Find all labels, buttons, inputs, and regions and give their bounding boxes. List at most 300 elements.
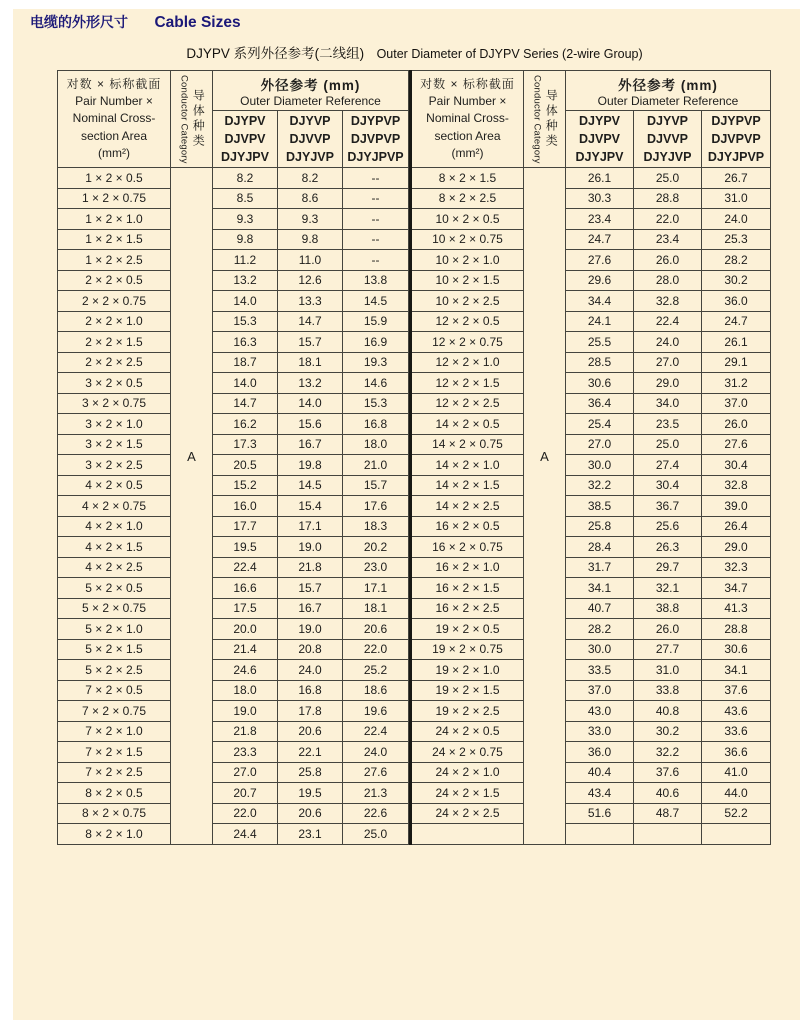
diameter-value-cell: 25.8 bbox=[278, 762, 343, 783]
diameter-value-cell: 18.3 bbox=[343, 516, 409, 537]
table-row bbox=[58, 434, 409, 455]
pair-size-cell: 1 × 2 × 2.5 bbox=[58, 250, 171, 271]
diameter-value-cell: 28.0 bbox=[634, 270, 702, 291]
diameter-value-cell: 21.4 bbox=[213, 639, 278, 660]
table-row bbox=[58, 311, 409, 332]
table-row bbox=[58, 270, 409, 291]
diameter-value-cell: 16.7 bbox=[278, 598, 343, 619]
diameter-value-cell: 30.2 bbox=[634, 721, 702, 742]
diameter-value-cell: 31.0 bbox=[634, 660, 702, 681]
diameter-value-cell: 32.8 bbox=[702, 475, 771, 496]
conductor-category-value: A bbox=[187, 448, 196, 464]
diameter-value-cell: 15.4 bbox=[278, 496, 343, 517]
diameter-value-cell: -- bbox=[343, 229, 409, 250]
diameter-value-cell: 17.7 bbox=[213, 516, 278, 537]
table-row bbox=[58, 721, 409, 742]
diameter-value-cell: 29.6 bbox=[566, 270, 634, 291]
diameter-value-cell: 14.0 bbox=[278, 393, 343, 414]
diameter-value-cell: 36.0 bbox=[702, 291, 771, 312]
pair-size-cell: 12 × 2 × 0.5 bbox=[411, 311, 524, 332]
outer-diameter-header: 外径参考 (mm) Outer Diameter Reference bbox=[213, 71, 409, 111]
table-row bbox=[411, 803, 771, 824]
pair-size-cell: 7 × 2 × 2.5 bbox=[58, 762, 171, 783]
diameter-value-cell: 44.0 bbox=[702, 783, 771, 804]
pair-size-cell: 24 × 2 × 1.0 bbox=[411, 762, 524, 783]
diameter-value-cell: 15.9 bbox=[343, 311, 409, 332]
table-row bbox=[411, 619, 771, 640]
table-row bbox=[411, 701, 771, 722]
diameter-value-cell: 26.3 bbox=[634, 537, 702, 558]
diameter-value-cell: 19.3 bbox=[343, 352, 409, 373]
diameter-value-cell: 36.7 bbox=[634, 496, 702, 517]
cable-table-left bbox=[57, 70, 409, 845]
pair-size-cell: 12 × 2 × 2.5 bbox=[411, 393, 524, 414]
diameter-value-cell: 24.6 bbox=[213, 660, 278, 681]
diameter-value-cell: 20.6 bbox=[278, 803, 343, 824]
table-row bbox=[58, 701, 409, 722]
diameter-value-cell: 33.6 bbox=[702, 721, 771, 742]
diameter-value-cell: 41.3 bbox=[702, 598, 771, 619]
pair-size-cell: 2 × 2 × 2.5 bbox=[58, 352, 171, 373]
model-column-header-djypvp: DJYPVP DJVPVP DJYJPVP bbox=[343, 111, 409, 168]
table-row bbox=[58, 742, 409, 763]
pair-size-cell: 14 × 2 × 1.5 bbox=[411, 475, 524, 496]
pair-size-cell: 12 × 2 × 1.5 bbox=[411, 373, 524, 394]
diameter-value-cell: 17.8 bbox=[278, 701, 343, 722]
diameter-value-cell: 30.0 bbox=[566, 455, 634, 476]
diameter-value-cell: 15.3 bbox=[213, 311, 278, 332]
diameter-value-cell: 11.2 bbox=[213, 250, 278, 271]
diameter-value-cell: 30.3 bbox=[566, 188, 634, 209]
pair-size-cell: 8 × 2 × 1.0 bbox=[58, 824, 171, 845]
diameter-value-cell: 22.4 bbox=[343, 721, 409, 742]
diameter-value-cell: 15.2 bbox=[213, 475, 278, 496]
diameter-value-cell: 34.4 bbox=[566, 291, 634, 312]
diameter-value-cell: 38.8 bbox=[634, 598, 702, 619]
pair-size-cell: 2 × 2 × 1.5 bbox=[58, 332, 171, 353]
diameter-value-cell: 24.0 bbox=[634, 332, 702, 353]
conductor-category-label-zh: 导体种类 bbox=[544, 89, 559, 149]
diameter-value-cell: 22.6 bbox=[343, 803, 409, 824]
diameter-value-cell: 30.2 bbox=[702, 270, 771, 291]
diameter-value-cell: 24.0 bbox=[343, 742, 409, 763]
pair-size-cell: 24 × 2 × 1.5 bbox=[411, 783, 524, 804]
diameter-value-cell: 9.3 bbox=[213, 209, 278, 230]
table-row bbox=[58, 352, 409, 373]
diameter-value-cell: 28.2 bbox=[566, 619, 634, 640]
diameter-value-cell: 34.1 bbox=[702, 660, 771, 681]
table-row bbox=[58, 229, 409, 250]
conductor-category-value: A bbox=[540, 448, 549, 464]
diameter-value-cell: 27.0 bbox=[213, 762, 278, 783]
table-row bbox=[58, 803, 409, 824]
pair-size-cell: 14 × 2 × 0.75 bbox=[411, 434, 524, 455]
diameter-value-cell: 24.7 bbox=[702, 311, 771, 332]
diameter-value-cell: 26.1 bbox=[702, 332, 771, 353]
diameter-value-cell: 18.1 bbox=[343, 598, 409, 619]
table-row bbox=[58, 557, 409, 578]
diameter-value-cell: 15.7 bbox=[278, 332, 343, 353]
pair-size-cell: 16 × 2 × 1.5 bbox=[411, 578, 524, 599]
diameter-value-cell: 16.6 bbox=[213, 578, 278, 599]
diameter-value-cell: 25.8 bbox=[566, 516, 634, 537]
diameter-value-cell: 33.8 bbox=[634, 680, 702, 701]
diameter-value-cell: 27.7 bbox=[634, 639, 702, 660]
table-row bbox=[58, 209, 409, 230]
diameter-value-cell: 23.5 bbox=[634, 414, 702, 435]
table-row bbox=[411, 270, 771, 291]
table-row bbox=[411, 598, 771, 619]
diameter-value-cell: 25.0 bbox=[634, 434, 702, 455]
diameter-value-cell: -- bbox=[343, 209, 409, 230]
pair-size-cell: 4 × 2 × 2.5 bbox=[58, 557, 171, 578]
table-row bbox=[411, 496, 771, 517]
catalog-page bbox=[13, 9, 800, 1020]
pair-size-cell: 5 × 2 × 0.75 bbox=[58, 598, 171, 619]
diameter-value-cell: 20.8 bbox=[278, 639, 343, 660]
diameter-value-cell: 51.6 bbox=[566, 803, 634, 824]
table-row bbox=[411, 578, 771, 599]
diameter-value-cell: 14.7 bbox=[278, 311, 343, 332]
table-row bbox=[58, 680, 409, 701]
diameter-value-cell: 29.7 bbox=[634, 557, 702, 578]
diameter-value-cell: 24.1 bbox=[566, 311, 634, 332]
table-row bbox=[411, 721, 771, 742]
diameter-value-cell: 22.0 bbox=[213, 803, 278, 824]
diameter-value-cell: 25.5 bbox=[566, 332, 634, 353]
table-row bbox=[411, 557, 771, 578]
pair-size-cell: 19 × 2 × 2.5 bbox=[411, 701, 524, 722]
diameter-value-cell: 15.7 bbox=[343, 475, 409, 496]
diameter-value-cell: 14.5 bbox=[343, 291, 409, 312]
diameter-value-cell: 9.3 bbox=[278, 209, 343, 230]
pair-size-cell: 10 × 2 × 0.5 bbox=[411, 209, 524, 230]
table-title-zh: DJYPV 系列外径参考(二线组) bbox=[186, 46, 365, 61]
diameter-value-cell: 16.8 bbox=[343, 414, 409, 435]
pair-size-cell: 4 × 2 × 1.0 bbox=[58, 516, 171, 537]
pair-size-cell: 24 × 2 × 2.5 bbox=[411, 803, 524, 824]
page-header bbox=[30, 12, 800, 32]
diameter-value-cell: 30.0 bbox=[566, 639, 634, 660]
diameter-value-cell: 17.1 bbox=[278, 516, 343, 537]
conductor-category-header bbox=[171, 71, 213, 168]
diameter-value-cell: 15.6 bbox=[278, 414, 343, 435]
diameter-value-cell: 9.8 bbox=[213, 229, 278, 250]
diameter-value-cell: 30.4 bbox=[634, 475, 702, 496]
diameter-value-cell: 23.1 bbox=[278, 824, 343, 845]
pair-size-cell: 7 × 2 × 0.75 bbox=[58, 701, 171, 722]
diameter-value-cell: 16.0 bbox=[213, 496, 278, 517]
diameter-value-cell: 17.6 bbox=[343, 496, 409, 517]
diameter-value-cell: 36.0 bbox=[566, 742, 634, 763]
pair-size-cell: 4 × 2 × 1.5 bbox=[58, 537, 171, 558]
table-row bbox=[411, 250, 771, 271]
table-row bbox=[411, 537, 771, 558]
table-row bbox=[411, 311, 771, 332]
pair-size-cell: 1 × 2 × 1.5 bbox=[58, 229, 171, 250]
diameter-value-cell: 20.2 bbox=[343, 537, 409, 558]
diameter-value-cell: 19.5 bbox=[213, 537, 278, 558]
diameter-value-cell: 38.5 bbox=[566, 496, 634, 517]
diameter-value-cell: 13.2 bbox=[213, 270, 278, 291]
diameter-value-cell: 14.0 bbox=[213, 291, 278, 312]
diameter-value-cell: 37.0 bbox=[702, 393, 771, 414]
diameter-value-cell: 18.0 bbox=[213, 680, 278, 701]
table-row bbox=[58, 188, 409, 209]
diameter-value-cell: 17.3 bbox=[213, 434, 278, 455]
table-row bbox=[58, 578, 409, 599]
diameter-value-cell: -- bbox=[343, 250, 409, 271]
diameter-value-cell: -- bbox=[343, 168, 409, 189]
diameter-value-cell: 14.7 bbox=[213, 393, 278, 414]
diameter-value-cell: 27.6 bbox=[343, 762, 409, 783]
diameter-value-cell: 34.7 bbox=[702, 578, 771, 599]
diameter-value-cell: 26.0 bbox=[634, 250, 702, 271]
diameter-value-cell: 40.4 bbox=[566, 762, 634, 783]
model-column-header-djypvp: DJYPVP DJVPVP DJYJPVP bbox=[702, 111, 771, 168]
diameter-value-cell: 14.5 bbox=[278, 475, 343, 496]
diameter-value-cell: 28.2 bbox=[702, 250, 771, 271]
cable-table-right bbox=[409, 70, 771, 845]
pair-size-cell: 5 × 2 × 1.5 bbox=[58, 639, 171, 660]
table-row bbox=[58, 250, 409, 271]
pair-size-cell: 10 × 2 × 2.5 bbox=[411, 291, 524, 312]
diameter-value-cell: 21.3 bbox=[343, 783, 409, 804]
diameter-value-cell: 28.4 bbox=[566, 537, 634, 558]
diameter-value-cell: 20.6 bbox=[343, 619, 409, 640]
diameter-value-cell: 41.0 bbox=[702, 762, 771, 783]
diameter-value-cell: 23.3 bbox=[213, 742, 278, 763]
pair-size-cell: 5 × 2 × 2.5 bbox=[58, 660, 171, 681]
diameter-value-cell: 8.2 bbox=[213, 168, 278, 189]
table-row bbox=[411, 291, 771, 312]
diameter-value-cell: 22.4 bbox=[634, 311, 702, 332]
diameter-value-cell: 37.6 bbox=[634, 762, 702, 783]
diameter-value-cell: 31.0 bbox=[702, 188, 771, 209]
diameter-value-cell: 23.4 bbox=[634, 229, 702, 250]
diameter-value-cell: 26.7 bbox=[702, 168, 771, 189]
pair-size-cell: 8 × 2 × 0.75 bbox=[58, 803, 171, 824]
diameter-value-cell: 16.7 bbox=[278, 434, 343, 455]
pair-size-cell: 24 × 2 × 0.5 bbox=[411, 721, 524, 742]
diameter-value-cell: 20.7 bbox=[213, 783, 278, 804]
pair-number-header: 对数 × 标称截面 Pair Number × Nominal Cross- section Area (mm²) bbox=[411, 71, 524, 168]
pair-size-cell: 16 × 2 × 0.5 bbox=[411, 516, 524, 537]
table-row bbox=[411, 824, 771, 845]
diameter-value-cell: 32.3 bbox=[702, 557, 771, 578]
table-row bbox=[58, 496, 409, 517]
pair-size-cell: 19 × 2 × 1.5 bbox=[411, 680, 524, 701]
pair-size-cell: 19 × 2 × 1.0 bbox=[411, 660, 524, 681]
table-row bbox=[411, 783, 771, 804]
diameter-value-cell: 20.6 bbox=[278, 721, 343, 742]
diameter-value-cell: 15.3 bbox=[343, 393, 409, 414]
diameter-value-cell: 26.1 bbox=[566, 168, 634, 189]
page-title-en: Cable Sizes bbox=[154, 14, 241, 31]
diameter-value-cell: 29.0 bbox=[634, 373, 702, 394]
diameter-value-cell: 24.4 bbox=[213, 824, 278, 845]
table-row bbox=[58, 168, 409, 189]
diameter-value-cell: 21.8 bbox=[213, 721, 278, 742]
diameter-value-cell: -- bbox=[343, 188, 409, 209]
pair-size-cell: 7 × 2 × 0.5 bbox=[58, 680, 171, 701]
diameter-value-cell: 16.9 bbox=[343, 332, 409, 353]
table-row bbox=[58, 516, 409, 537]
diameter-value-cell: 37.0 bbox=[566, 680, 634, 701]
diameter-value-cell: 19.0 bbox=[213, 701, 278, 722]
diameter-value-cell: 20.0 bbox=[213, 619, 278, 640]
conductor-category-cell bbox=[171, 168, 213, 845]
diameter-value-cell: 24.7 bbox=[566, 229, 634, 250]
pair-size-cell: 2 × 2 × 0.75 bbox=[58, 291, 171, 312]
diameter-value-cell: 39.0 bbox=[702, 496, 771, 517]
diameter-value-cell: 27.0 bbox=[566, 434, 634, 455]
diameter-value-cell: 26.4 bbox=[702, 516, 771, 537]
diameter-value-cell: 30.4 bbox=[702, 455, 771, 476]
diameter-value-cell bbox=[566, 824, 634, 845]
diameter-value-cell: 30.6 bbox=[566, 373, 634, 394]
table-row bbox=[411, 188, 771, 209]
pair-size-cell: 10 × 2 × 0.75 bbox=[411, 229, 524, 250]
conductor-category-label-en: Conductor Category bbox=[178, 74, 190, 164]
diameter-value-cell: 36.4 bbox=[566, 393, 634, 414]
pair-size-cell: 4 × 2 × 0.75 bbox=[58, 496, 171, 517]
pair-size-cell: 10 × 2 × 1.5 bbox=[411, 270, 524, 291]
diameter-value-cell: 29.1 bbox=[702, 352, 771, 373]
pair-size-cell: 19 × 2 × 0.5 bbox=[411, 619, 524, 640]
model-column-header-djypv: DJYPV DJVPV DJYJPV bbox=[213, 111, 278, 168]
diameter-value-cell: 32.2 bbox=[566, 475, 634, 496]
diameter-value-cell: 12.6 bbox=[278, 270, 343, 291]
table-row bbox=[58, 639, 409, 660]
table-row bbox=[411, 455, 771, 476]
pair-size-cell: 24 × 2 × 0.75 bbox=[411, 742, 524, 763]
page-title-zh: 电缆的外形尺寸 bbox=[30, 14, 128, 30]
pair-size-cell: 14 × 2 × 2.5 bbox=[411, 496, 524, 517]
table-row bbox=[411, 742, 771, 763]
diameter-value-cell: 34.0 bbox=[634, 393, 702, 414]
diameter-value-cell: 24.0 bbox=[278, 660, 343, 681]
diameter-value-cell: 19.0 bbox=[278, 619, 343, 640]
diameter-value-cell: 16.2 bbox=[213, 414, 278, 435]
table-row bbox=[58, 475, 409, 496]
diameter-value-cell: 43.4 bbox=[566, 783, 634, 804]
diameter-value-cell: 28.8 bbox=[702, 619, 771, 640]
diameter-value-cell: 32.2 bbox=[634, 742, 702, 763]
diameter-value-cell: 25.6 bbox=[634, 516, 702, 537]
diameter-value-cell: 18.1 bbox=[278, 352, 343, 373]
table-row bbox=[411, 373, 771, 394]
diameter-value-cell: 23.4 bbox=[566, 209, 634, 230]
pair-size-cell: 4 × 2 × 0.5 bbox=[58, 475, 171, 496]
diameter-value-cell: 31.2 bbox=[702, 373, 771, 394]
diameter-value-cell: 26.0 bbox=[634, 619, 702, 640]
diameter-value-cell: 43.6 bbox=[702, 701, 771, 722]
diameter-value-cell: 21.8 bbox=[278, 557, 343, 578]
diameter-value-cell: 25.0 bbox=[343, 824, 409, 845]
table-row bbox=[58, 537, 409, 558]
table-row bbox=[411, 475, 771, 496]
pair-size-cell: 5 × 2 × 1.0 bbox=[58, 619, 171, 640]
table-row bbox=[58, 455, 409, 476]
diameter-value-cell: 25.4 bbox=[566, 414, 634, 435]
diameter-value-cell: 23.0 bbox=[343, 557, 409, 578]
diameter-value-cell: 8.2 bbox=[278, 168, 343, 189]
pair-size-cell bbox=[411, 824, 524, 845]
diameter-value-cell: 19.0 bbox=[278, 537, 343, 558]
diameter-value-cell: 37.6 bbox=[702, 680, 771, 701]
diameter-value-cell: 43.0 bbox=[566, 701, 634, 722]
diameter-value-cell: 22.0 bbox=[634, 209, 702, 230]
table-row bbox=[411, 660, 771, 681]
pair-size-cell: 16 × 2 × 1.0 bbox=[411, 557, 524, 578]
pair-size-cell: 8 × 2 × 0.5 bbox=[58, 783, 171, 804]
diameter-value-cell: 18.0 bbox=[343, 434, 409, 455]
table-row bbox=[58, 619, 409, 640]
diameter-value-cell: 28.5 bbox=[566, 352, 634, 373]
diameter-value-cell: 17.5 bbox=[213, 598, 278, 619]
diameter-value-cell: 27.6 bbox=[702, 434, 771, 455]
diameter-value-cell: 14.0 bbox=[213, 373, 278, 394]
table-row bbox=[58, 783, 409, 804]
diameter-value-cell: 27.0 bbox=[634, 352, 702, 373]
pair-number-header: 对数 × 标称截面 Pair Number × Nominal Cross- section Area (mm²) bbox=[58, 71, 171, 168]
diameter-value-cell: 13.8 bbox=[343, 270, 409, 291]
diameter-value-cell: 24.0 bbox=[702, 209, 771, 230]
table-row bbox=[411, 762, 771, 783]
table-title-en: Outer Diameter of DJYPV Series (2-wire Group) bbox=[376, 47, 643, 61]
table-row bbox=[411, 414, 771, 435]
table-row bbox=[58, 762, 409, 783]
diameter-value-cell: 32.8 bbox=[634, 291, 702, 312]
pair-size-cell: 5 × 2 × 0.5 bbox=[58, 578, 171, 599]
pair-size-cell: 14 × 2 × 1.0 bbox=[411, 455, 524, 476]
cable-size-tables bbox=[57, 70, 800, 845]
table-row bbox=[411, 434, 771, 455]
conductor-category-label-en: Conductor Category bbox=[531, 74, 543, 164]
diameter-value-cell: 25.0 bbox=[634, 168, 702, 189]
diameter-value-cell: 30.6 bbox=[702, 639, 771, 660]
pair-size-cell: 1 × 2 × 0.75 bbox=[58, 188, 171, 209]
outer-diameter-header: 外径参考 (mm) Outer Diameter Reference bbox=[566, 71, 771, 111]
diameter-value-cell: 20.5 bbox=[213, 455, 278, 476]
pair-size-cell: 1 × 2 × 0.5 bbox=[58, 168, 171, 189]
diameter-value-cell: 40.8 bbox=[634, 701, 702, 722]
diameter-value-cell: 17.1 bbox=[343, 578, 409, 599]
table-row bbox=[58, 598, 409, 619]
diameter-value-cell: 11.0 bbox=[278, 250, 343, 271]
table-row bbox=[58, 660, 409, 681]
diameter-value-cell: 19.6 bbox=[343, 701, 409, 722]
table-row bbox=[411, 168, 771, 189]
pair-size-cell: 10 × 2 × 1.0 bbox=[411, 250, 524, 271]
pair-size-cell: 8 × 2 × 2.5 bbox=[411, 188, 524, 209]
diameter-value-cell: 33.5 bbox=[566, 660, 634, 681]
table-row bbox=[411, 516, 771, 537]
diameter-value-cell: 18.7 bbox=[213, 352, 278, 373]
diameter-value-cell: 15.7 bbox=[278, 578, 343, 599]
model-column-header-djyvp: DJYVP DJVVP DJYJVP bbox=[278, 111, 343, 168]
diameter-value-cell: 22.4 bbox=[213, 557, 278, 578]
diameter-value-cell: 36.6 bbox=[702, 742, 771, 763]
diameter-value-cell bbox=[634, 824, 702, 845]
pair-size-cell: 14 × 2 × 0.5 bbox=[411, 414, 524, 435]
pair-size-cell: 1 × 2 × 1.0 bbox=[58, 209, 171, 230]
pair-size-cell: 3 × 2 × 2.5 bbox=[58, 455, 171, 476]
model-column-header-djypv: DJYPV DJVPV DJYJPV bbox=[566, 111, 634, 168]
conductor-category-cell bbox=[524, 168, 566, 845]
table-row bbox=[58, 291, 409, 312]
